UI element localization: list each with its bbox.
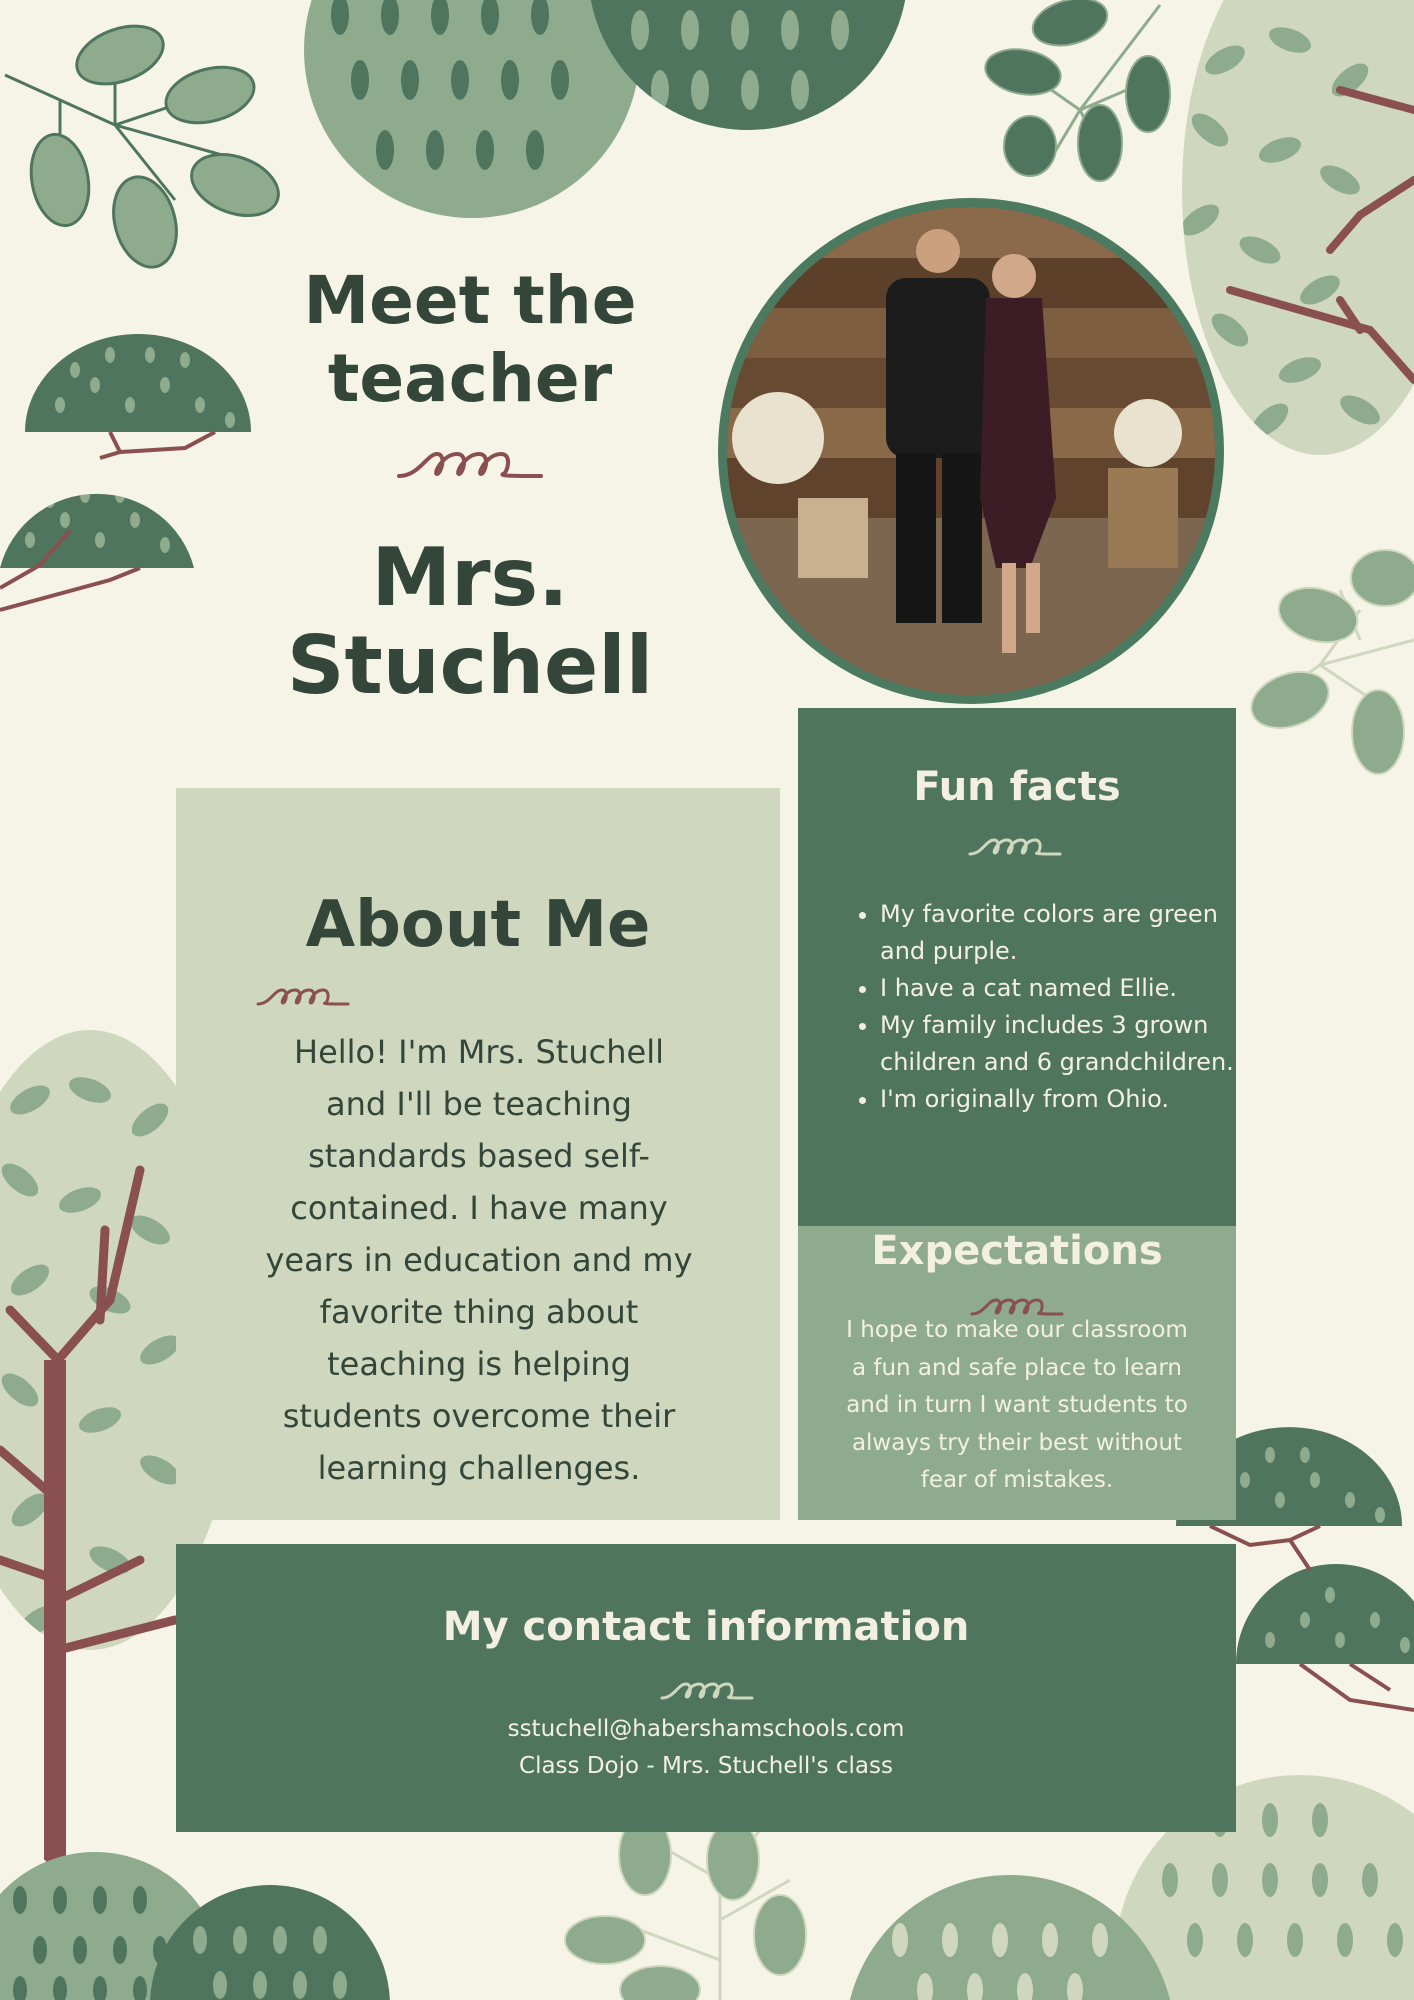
about-me-panel [176,788,780,1520]
expectations-heading: Expectations [871,1228,1163,1274]
fun-facts-heading: Fun facts [913,764,1121,810]
contact-panel [176,1544,1236,1832]
top-tree-circles [304,0,908,218]
squiggle-divider-icon [256,986,350,1008]
contact-email[interactable]: sstuchell@habershamschools.com [507,1716,905,1742]
about-me-text: Hello! I'm Mrs. Stuchell and I'll be teaching standards based self-contained. I have many years in education and my favorite thing about teaching is helping students overcome their learning challenges. [265,1033,693,1487]
contact-class-dojo: Class Dojo - Mrs. Stuchell's class [519,1753,893,1779]
list-item: • I'm originally from Ohio. [880,1081,1260,1118]
list-item: • My family includes 3 grown children and 6 grandchildren. [880,1007,1260,1081]
expectations-panel [798,1226,1236,1520]
page-title: Meet the teacher [303,262,637,417]
squiggle-divider-icon [660,1680,754,1702]
expectations-text: I hope to make our classroom a fun and safe place to learn and in turn I want students to always try their best without fear of mistakes. [846,1317,1188,1493]
fun-facts-panel [798,708,1236,1226]
teacher-name: Mrs. Stuchell [286,531,654,712]
photo-illustration [718,198,1224,704]
list-item: • My favorite colors are green and purple. [880,896,1260,970]
left-domes [0,334,251,610]
top-right-branch [982,0,1170,181]
contact-heading: My contact information [442,1604,970,1650]
fun-facts-list [844,896,1260,1118]
title-block [240,262,700,710]
squiggle-divider-icon [968,836,1062,858]
right-mid-branch [1244,550,1414,774]
about-me-heading: About Me [305,888,651,962]
top-left-branch [5,15,287,274]
teacher-photo [718,198,1224,704]
list-item: • I have a cat named Ellie. [880,970,1260,1007]
bottom-center-branch [565,1815,806,2000]
squiggle-divider-icon [397,446,543,482]
